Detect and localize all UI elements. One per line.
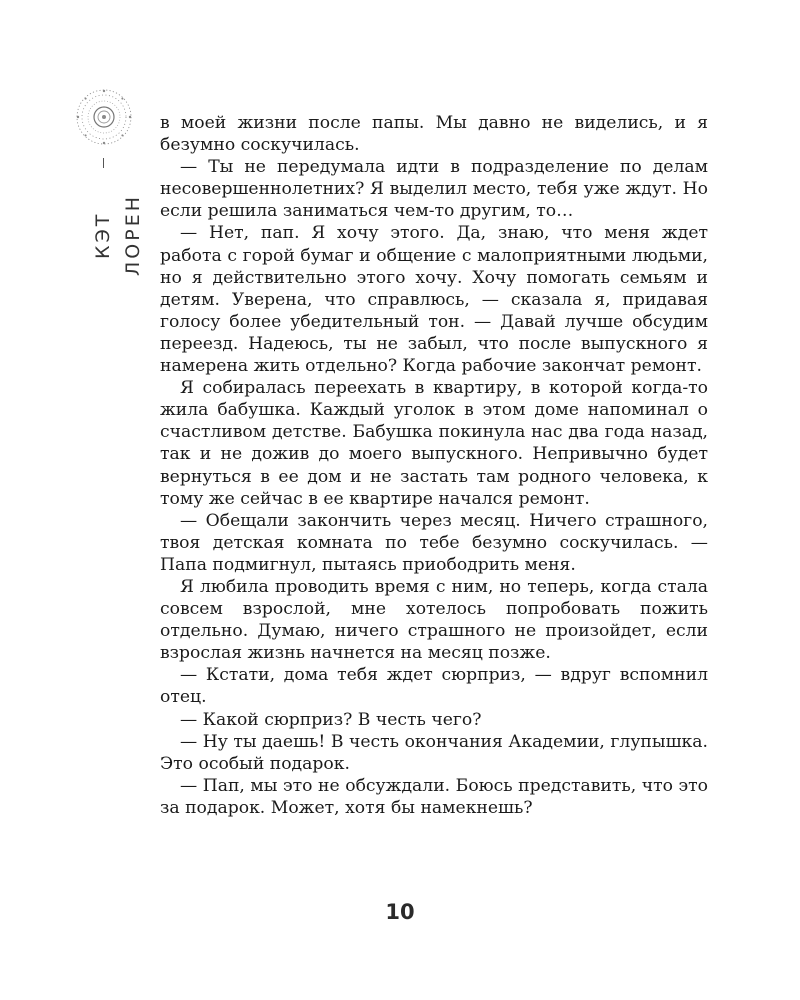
page-number: 10 [385, 900, 415, 924]
paragraph: — Пап, мы это не обсуждали. Боюсь представить, что это за подарок. Может, хотя бы намекнешь? [160, 775, 708, 818]
decorative-ornament-icon [74, 87, 134, 147]
paragraph: — Ты не передумала идти в подразделение по делам несовершеннолетних? Я выделил место, тебя уже ждут. Но если решила заниматься чем-то другим, то… [160, 157, 708, 222]
paragraph: — Кстати, дома тебя ждет сюрприз, — вдруг вспомнил отец. [160, 665, 708, 708]
paragraph: — Обещали закончить через месяц. Ничего страшного, твоя детская комната по тебе безумно соскучилась. — Папа подмигнул, пытаясь приободрить меня. [160, 510, 708, 575]
paragraph: Я собиралась переехать в квартиру, в которой когда-то жила бабушка. Каждый уголок в этом доме напоминал о счастливом детстве. Бабушка покинула нас два года назад, так и не дожив до моего выпускного. Непривычно будет вернуться в ее дом и не застать там родного человека, к тому же сейчас в ее квартире начался ремонт. [160, 378, 708, 509]
paragraph: — Нет, пап. Я хочу этого. Да, знаю, что меня ждет работа с горой бумаг и общение с малоприятными людьми, но я действительно этого хочу. Хочу помогать семьям и детям. Уверена, что справлюсь, — сказала я, придавая голосу более убедительный тон. — Давай лучше обсудим переезд. Надеюсь, ты не забыл, что после выпускного я намерена жить отдельно? Когда рабочие закончат ремонт. [160, 223, 708, 377]
paragraph: — Ну ты даешь! В честь окончания Академии, глупышка. Это особый подарок. [160, 731, 708, 774]
author-name-vertical: КЭТ ЛОРЕН [92, 194, 144, 276]
body-text [160, 112, 708, 819]
side-divider [103, 158, 104, 168]
paragraph: в моей жизни после папы. Мы давно не виделись, и я безумно соскучилась. [160, 113, 708, 156]
paragraph: — Какой сюрприз? В честь чего? [180, 709, 482, 730]
paragraph: Я любила проводить время с ним, но теперь, когда стала совсем взрослой, мне хотелось попробовать пожить отдельно. Думаю, ничего страшного не произойдет, если взрослая жизнь начнется на месяц позже. [160, 576, 708, 664]
